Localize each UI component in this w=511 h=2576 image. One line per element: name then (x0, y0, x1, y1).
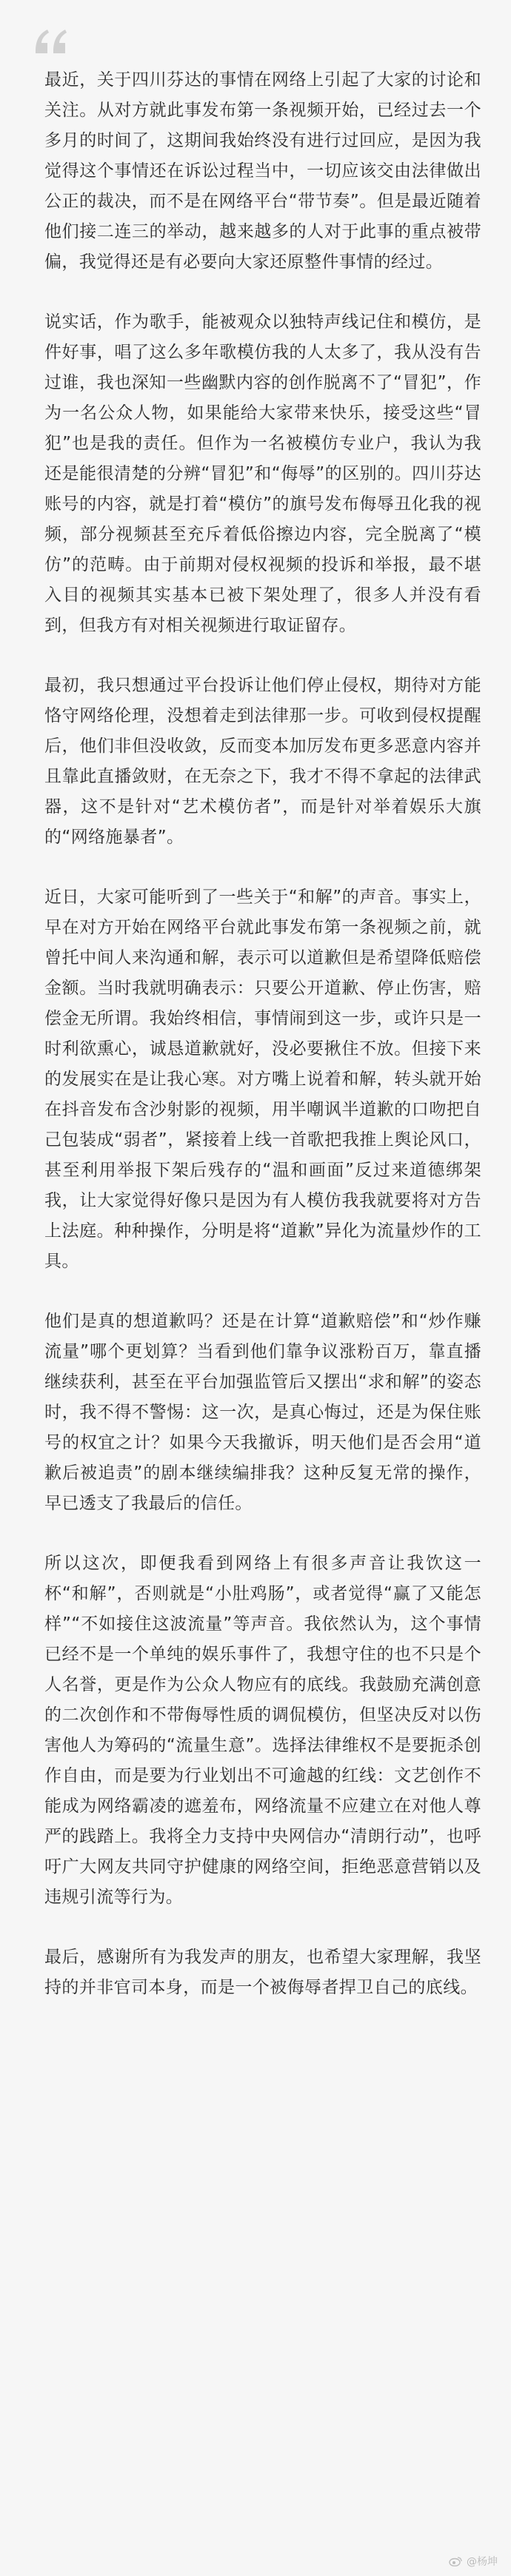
paragraph-5: 他们是真的想道歉吗？还是在计算“道歉赔偿”和“炒作赚流量”哪个更划算？当看到他们靠争议涨粉百万，靠直播继续获利，甚至在平台加强监管后又摆出“求和解”的姿态时，我不得不警惕：这一次，是真心悔过，还是为保住账号的权宜之计？如果今天我撤诉，明天他们是否会用“道歉后被追责”的剧本继续编排我？这种反复无常的操作，早已透支了我最后的信任。 (44, 1312, 481, 1513)
paragraph-1: 最近，关于四川芬达的事情在网络上引起了大家的讨论和关注。从对方就此事发布第一条视频开始，已经过去一个多月的时间了，这期间我始终没有进行过回应，是因为我觉得这个事情还在诉讼过程当中，一切应该交由法律做出公正的裁决，而不是在网络平台“带节奏”。但是最近随着他们接二连三的举动，越来越多的人对于此事的重点被带偏，我觉得还是有必要向大家还原整件事情的经过。 (44, 70, 481, 272)
watermark (449, 2554, 498, 2569)
paragraph-3: 最初，我只想通过平台投诉让他们停止侵权，期待对方能恪守网络伦理，没想着走到法律那一步。可收到侵权提醒后，他们非但没收敛，反而变本加厉发布更多恶意内容并且靠此直播敛财，在无奈之下，我才不得不拿起的法律武器，这不是针对“艺术模仿者”，而是针对举着娱乐大旗的“网络施暴者”。 (44, 676, 481, 847)
paragraph-4: 近日，大家可能听到了一些关于“和解”的声音。事实上，早在对方开始在网络平台就此事发布第一条视频之前，就曾托中间人来沟通和解，表示可以道歉但是希望降低赔偿金额。当时我就明确表示：只要公开道歉、停止伤害，赔偿金无所谓。我始终相信，事情闹到这一步，或许只是一时利欲熏心，诚恳道歉就好，没必要揪住不放。但接下来的发展实在是让我心寒。对方嘴上说着和解，转头就开始在抖音发布含沙射影的视频，用半嘲讽半道歉的口吻把自己包装成“弱者”，紧接着上线一首歌把我推上舆论风口，甚至利用举报下架后残存的“温和画面”反过来道德绑架我，让大家觉得好像只是因为有人模仿我我就要将对方告上法庭。种种操作，分明是将“道歉”异化为流量炒作的工具。 (44, 888, 481, 1271)
watermark-text: @杨坤 (467, 2556, 498, 2568)
paragraph-2: 说实话，作为歌手，能被观众以独特声线记住和模仿，是件好事，唱了这么多年歌模仿我的人太多了，我从没有告过谁，我也深知一些幽默内容的创作脱离不了“冒犯”，作为一名公众人物，如果能给大家带来快乐，接受这些“冒犯”也是我的责任。但作为一名被模仿专业户，我认为我还是能很清楚的分辨“冒犯”和“侮辱”的区别的。四川芬达账号的内容，就是打着“模仿”的旗号发布侮辱丑化我的视频，部分视频甚至充斥着低俗擦边内容，完全脱离了“模仿”的范畴。由于前期对侵权视频的投诉和举报，最不堪入目的视频其实基本已被下架处理了，很多人并没有看到，但我方有对相关视频进行取证留存。 (44, 312, 481, 635)
paragraph-6: 所以这次，即便我看到网络上有很多声音让我饮这一杯“和解”，否则就是“小肚鸡肠”，或者觉得“赢了又能怎样”“不如接住这波流量”等声音。我依然认为，这个事情已经不是一个单纯的娱乐事件了，我想守住的也不只是个人名誉，更是作为公众人物应有的底线。我鼓励充满创意的二次创作和不带侮辱性质的调侃模仿，但坚决反对以伤害他人为筹码的“流量生意”。选择法律维权不是要扼杀创作自由，而是要为行业划出不可逾越的红线：文艺创作不能成为网络霸凌的遮羞布，网络流量不应建立在对他人尊严的践踏上。我将全力支持中央网信办“清朗行动”，也呼吁广大网友共同守护健康的网络空间，拒绝恶意营销以及违规引流等行为。 (44, 1554, 481, 1907)
weibo-logo-icon (449, 2556, 462, 2566)
article-body (44, 65, 481, 2033)
open-quote-icon (30, 19, 74, 64)
paragraph-7: 最后，感谢所有为我发声的朋友，也希望大家理解，我坚持的并非官司本身，而是一个被侮辱者捍卫自己的底线。 (44, 1948, 481, 1997)
